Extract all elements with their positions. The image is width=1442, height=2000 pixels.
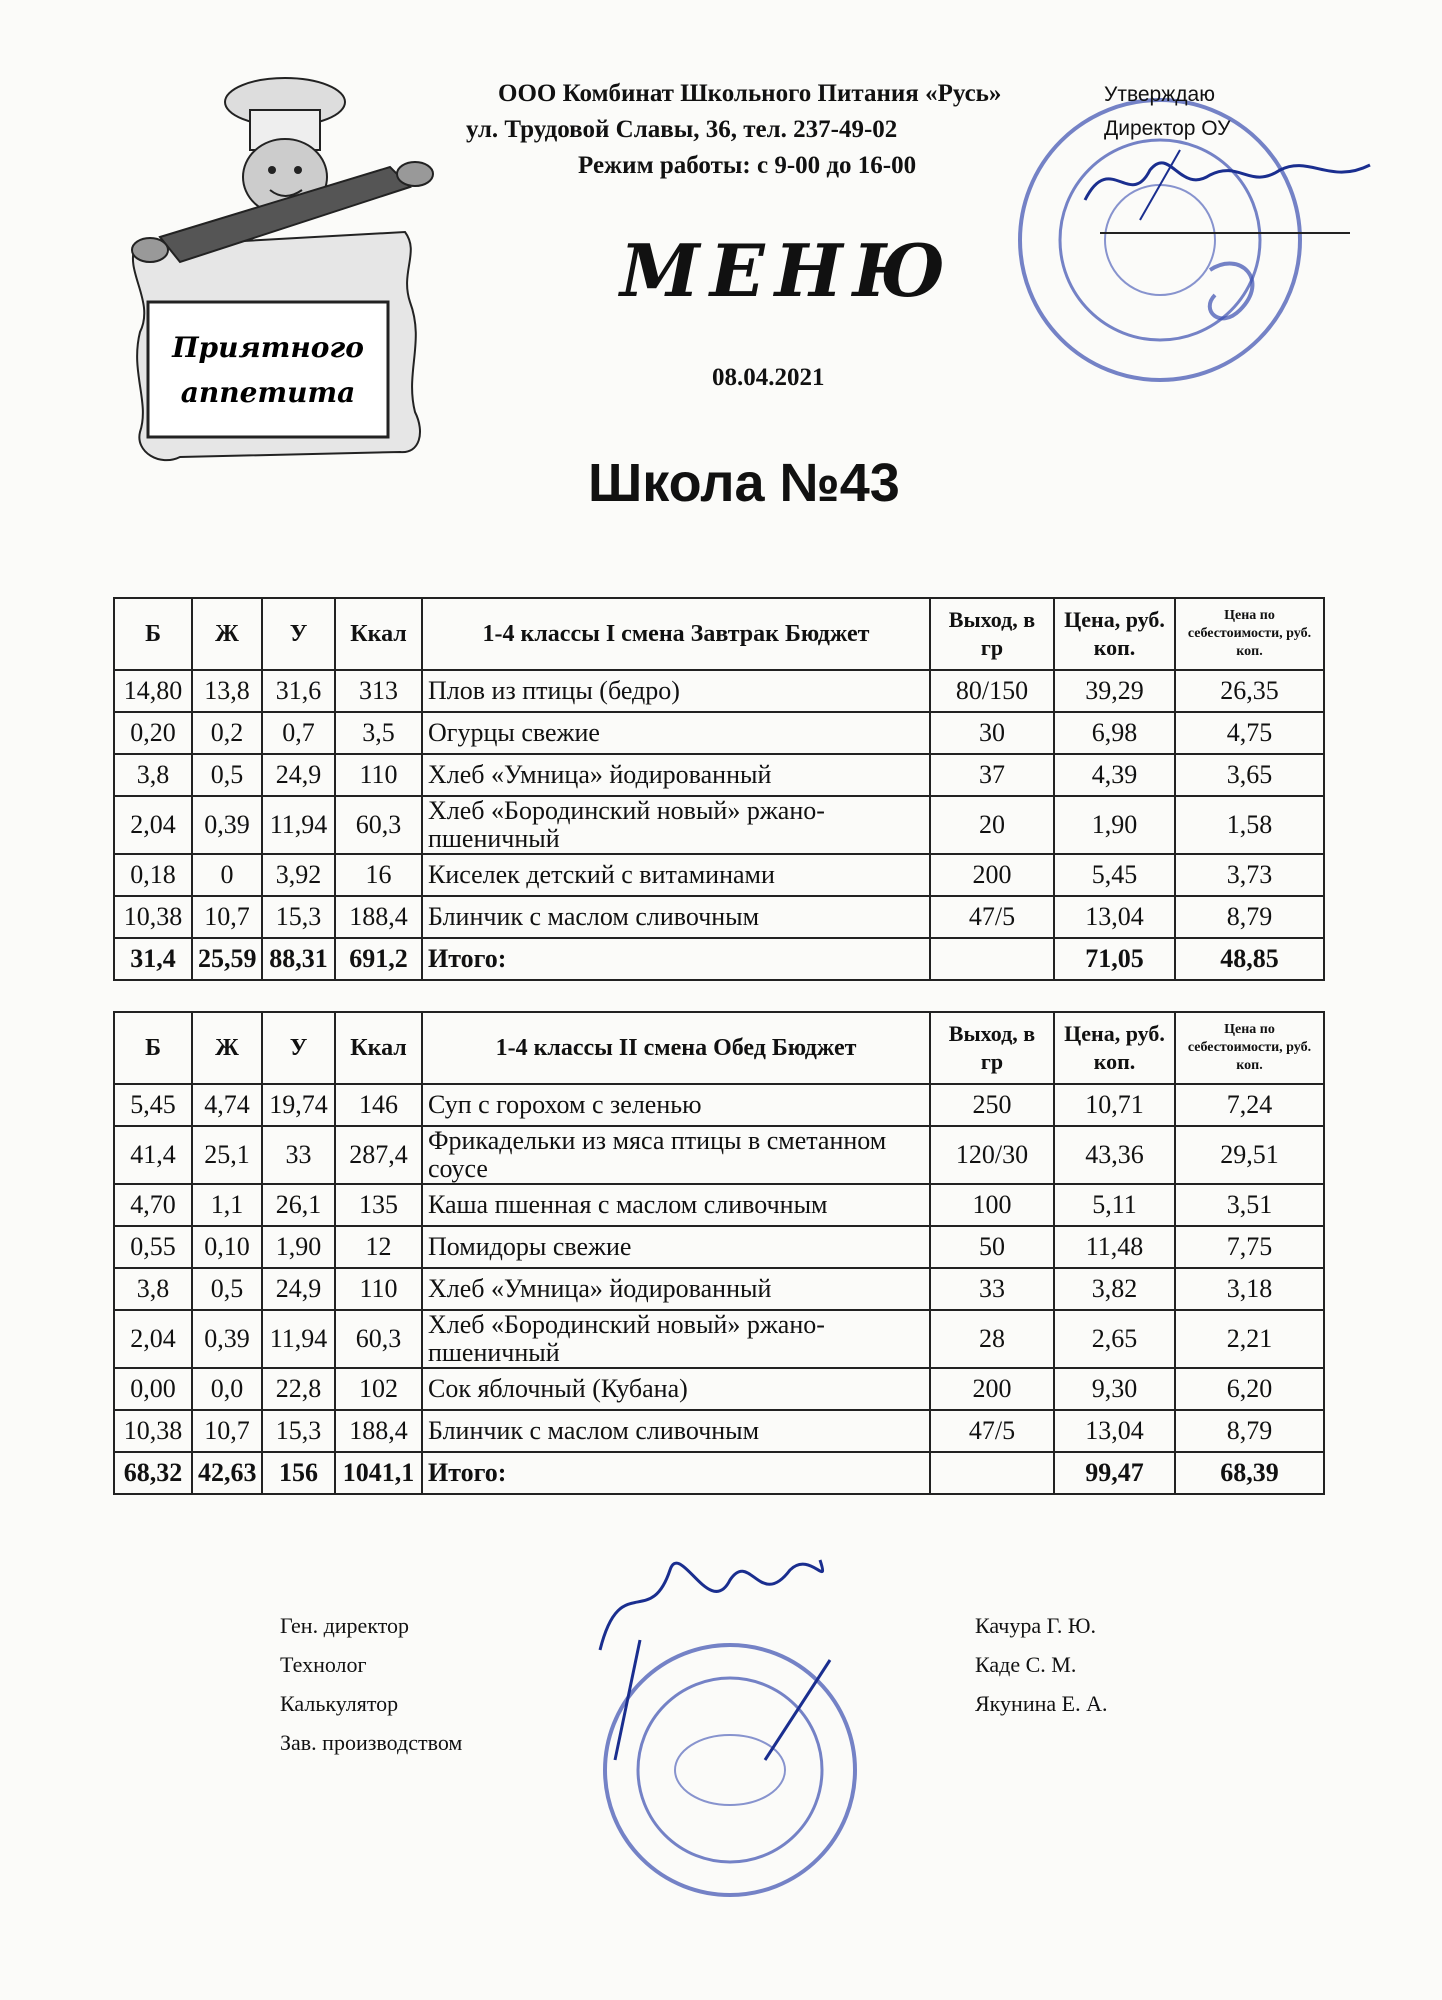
menu-title: МЕНЮ xyxy=(620,228,956,313)
col-zh: Ж xyxy=(192,1012,262,1084)
approve-role: Директор ОУ xyxy=(1104,117,1231,140)
cell-kcal: 12 xyxy=(335,1226,422,1268)
cell-name: Каша пшенная с маслом сливочным xyxy=(422,1184,930,1226)
cell-cost: 26,35 xyxy=(1175,670,1324,712)
lunch-title: 1-4 классы II смена Обед Бюджет xyxy=(422,1012,930,1084)
cell-kcal: 313 xyxy=(335,670,422,712)
cell-u: 11,94 xyxy=(262,796,335,854)
cell-price: 71,05 xyxy=(1054,938,1175,980)
cell-b: 41,4 xyxy=(114,1126,192,1184)
cell-price: 11,48 xyxy=(1054,1226,1175,1268)
cell-kcal: 16 xyxy=(335,854,422,896)
cell-name: Итого: xyxy=(422,1452,930,1494)
cell-b: 2,04 xyxy=(114,1310,192,1368)
approve-sign-line xyxy=(1100,232,1350,234)
cell-b: 10,38 xyxy=(114,1410,192,1452)
cell-price: 1,90 xyxy=(1054,796,1175,854)
chef-logo xyxy=(120,72,440,487)
cell-cost: 3,51 xyxy=(1175,1184,1324,1226)
cell-kcal: 110 xyxy=(335,754,422,796)
cell-price: 3,82 xyxy=(1054,1268,1175,1310)
cell-out: 47/5 xyxy=(930,896,1054,938)
cell-price: 5,11 xyxy=(1054,1184,1175,1226)
cell-kcal: 188,4 xyxy=(335,1410,422,1452)
cell-name: Киселек детский с витаминами xyxy=(422,854,930,896)
col-u: У xyxy=(262,1012,335,1084)
company-name: ООО Комбинат Школьного Питания «Русь» xyxy=(498,80,1002,107)
cell-cost: 8,79 xyxy=(1175,1410,1324,1452)
cell-kcal: 691,2 xyxy=(335,938,422,980)
cell-u: 24,9 xyxy=(262,1268,335,1310)
lunch-row xyxy=(114,1126,1324,1184)
cell-price: 4,39 xyxy=(1054,754,1175,796)
cell-name: Суп с горохом с зеленью xyxy=(422,1084,930,1126)
col-u: У xyxy=(262,598,335,670)
cell-cost: 8,79 xyxy=(1175,896,1324,938)
cell-u: 15,3 xyxy=(262,1410,335,1452)
name-calculator: Якунина Е. А. xyxy=(975,1691,1108,1716)
cell-b: 5,45 xyxy=(114,1084,192,1126)
cell-kcal: 110 xyxy=(335,1268,422,1310)
cell-cost: 4,75 xyxy=(1175,712,1324,754)
cell-zh: 25,1 xyxy=(192,1126,262,1184)
cell-u: 31,6 xyxy=(262,670,335,712)
cell-price: 39,29 xyxy=(1054,670,1175,712)
menu-date: 08.04.2021 xyxy=(712,364,825,391)
breakfast-row xyxy=(114,754,1324,796)
cell-b: 2,04 xyxy=(114,796,192,854)
cell-b: 0,00 xyxy=(114,1368,192,1410)
cell-cost: 3,18 xyxy=(1175,1268,1324,1310)
lunch-row xyxy=(114,1184,1324,1226)
cell-u: 1,90 xyxy=(262,1226,335,1268)
cell-zh: 0,39 xyxy=(192,796,262,854)
cell-b: 0,18 xyxy=(114,854,192,896)
cell-out xyxy=(930,938,1054,980)
cell-name: Сок яблочный (Кубана) xyxy=(422,1368,930,1410)
cell-name: Хлеб «Бородинский новый» ржано-пшеничный xyxy=(422,1310,930,1368)
name-gen-director: Качура Г. Ю. xyxy=(975,1613,1096,1638)
breakfast-row xyxy=(114,896,1324,938)
cell-out: 37 xyxy=(930,754,1054,796)
company-hours: Режим работы: с 9-00 до 16-00 xyxy=(578,152,917,179)
cell-cost: 3,73 xyxy=(1175,854,1324,896)
col-output: Выход, в гр xyxy=(930,1012,1054,1084)
cell-kcal: 135 xyxy=(335,1184,422,1226)
cell-u: 3,92 xyxy=(262,854,335,896)
lunch-header-row xyxy=(114,1012,1324,1084)
cell-name: Помидоры свежие xyxy=(422,1226,930,1268)
cell-name: Блинчик с маслом сливочным xyxy=(422,1410,930,1452)
cell-u: 0,7 xyxy=(262,712,335,754)
cell-b: 3,8 xyxy=(114,754,192,796)
cell-zh: 0,0 xyxy=(192,1368,262,1410)
cell-cost: 6,20 xyxy=(1175,1368,1324,1410)
col-kcal: Ккал xyxy=(335,598,422,670)
cell-out: 80/150 xyxy=(930,670,1054,712)
cell-price: 5,45 xyxy=(1054,854,1175,896)
breakfast-row xyxy=(114,670,1324,712)
cell-kcal: 102 xyxy=(335,1368,422,1410)
company-address: ул. Трудовой Славы, 36, тел. 237-49-02 xyxy=(466,116,898,143)
cell-u: 19,74 xyxy=(262,1084,335,1126)
col-zh: Ж xyxy=(192,598,262,670)
cell-zh: 25,59 xyxy=(192,938,262,980)
school-title: Школа №43 xyxy=(588,453,900,513)
role-gen-director: Ген. директор xyxy=(280,1613,410,1638)
cell-kcal: 287,4 xyxy=(335,1126,422,1184)
col-kcal: Ккал xyxy=(335,1012,422,1084)
cell-name: Блинчик с маслом сливочным xyxy=(422,896,930,938)
cell-b: 31,4 xyxy=(114,938,192,980)
cell-cost: 7,24 xyxy=(1175,1084,1324,1126)
name-technologist: Каде С. М. xyxy=(975,1652,1077,1677)
cell-b: 10,38 xyxy=(114,896,192,938)
cell-b: 68,32 xyxy=(114,1452,192,1494)
cell-name: Хлеб «Умница» йодированный xyxy=(422,754,930,796)
cell-out: 250 xyxy=(930,1084,1054,1126)
cell-cost: 48,85 xyxy=(1175,938,1324,980)
cell-zh: 0,5 xyxy=(192,754,262,796)
cell-out: 30 xyxy=(930,712,1054,754)
cell-zh: 10,7 xyxy=(192,896,262,938)
cell-out: 47/5 xyxy=(930,1410,1054,1452)
cell-out: 50 xyxy=(930,1226,1054,1268)
lunch-row xyxy=(114,1410,1324,1452)
cell-cost: 7,75 xyxy=(1175,1226,1324,1268)
table-gap xyxy=(114,980,1324,1012)
cell-zh: 0,10 xyxy=(192,1226,262,1268)
col-output: Выход, в гр xyxy=(930,598,1054,670)
cell-cost: 68,39 xyxy=(1175,1452,1324,1494)
cell-u: 88,31 xyxy=(262,938,335,980)
cell-out: 120/30 xyxy=(930,1126,1054,1184)
cell-out: 33 xyxy=(930,1268,1054,1310)
cell-kcal: 3,5 xyxy=(335,712,422,754)
col-price: Цена, руб. коп. xyxy=(1054,1012,1175,1084)
cell-price: 99,47 xyxy=(1054,1452,1175,1494)
cell-zh: 42,63 xyxy=(192,1452,262,1494)
menu-table xyxy=(113,597,1325,1495)
cell-b: 0,55 xyxy=(114,1226,192,1268)
col-b: Б xyxy=(114,598,192,670)
cell-name: Огурцы свежие xyxy=(422,712,930,754)
cell-name: Хлеб «Бородинский новый» ржано-пшеничный xyxy=(422,796,930,854)
cell-price: 43,36 xyxy=(1054,1126,1175,1184)
cell-out: 200 xyxy=(930,854,1054,896)
cell-cost: 3,65 xyxy=(1175,754,1324,796)
cell-u: 33 xyxy=(262,1126,335,1184)
company-block xyxy=(430,76,1050,184)
approve-block xyxy=(1104,78,1231,146)
cell-name: Хлеб «Умница» йодированный xyxy=(422,1268,930,1310)
col-price: Цена, руб. коп. xyxy=(1054,598,1175,670)
cell-u: 11,94 xyxy=(262,1310,335,1368)
breakfast-title: 1-4 классы I смена Завтрак Бюджет xyxy=(422,598,930,670)
lunch-row xyxy=(114,1268,1324,1310)
cell-zh: 13,8 xyxy=(192,670,262,712)
cell-name: Итого: xyxy=(422,938,930,980)
cell-zh: 0,39 xyxy=(192,1310,262,1368)
role-calculator: Калькулятор xyxy=(280,1691,399,1716)
director-signature xyxy=(1080,140,1380,235)
cell-u: 156 xyxy=(262,1452,335,1494)
cell-out xyxy=(930,1452,1054,1494)
cell-name: Фрикадельки из мяса птицы в сметанном соусе xyxy=(422,1126,930,1184)
col-cost: Цена по себестоимости, руб. коп. xyxy=(1175,1012,1324,1084)
role-production-head: Зав. производством xyxy=(280,1730,463,1755)
company-stamp xyxy=(580,1530,860,1905)
cell-kcal: 188,4 xyxy=(335,896,422,938)
signature-names xyxy=(975,1606,1107,1723)
cell-zh: 0,2 xyxy=(192,712,262,754)
cell-out: 200 xyxy=(930,1368,1054,1410)
logo-text-1: Приятного xyxy=(172,331,364,364)
cell-kcal: 60,3 xyxy=(335,796,422,854)
cell-kcal: 60,3 xyxy=(335,1310,422,1368)
cell-price: 10,71 xyxy=(1054,1084,1175,1126)
lunch-row xyxy=(114,1084,1324,1126)
cell-u: 15,3 xyxy=(262,896,335,938)
cell-u: 22,8 xyxy=(262,1368,335,1410)
cell-b: 4,70 xyxy=(114,1184,192,1226)
cell-zh: 0 xyxy=(192,854,262,896)
cell-name: Плов из птицы (бедро) xyxy=(422,670,930,712)
lunch-total-row xyxy=(114,1452,1324,1494)
logo-text-2: аппетита xyxy=(180,376,356,409)
cell-price: 9,30 xyxy=(1054,1368,1175,1410)
cell-price: 13,04 xyxy=(1054,896,1175,938)
breakfast-row xyxy=(114,854,1324,896)
cell-b: 3,8 xyxy=(114,1268,192,1310)
cell-zh: 4,74 xyxy=(192,1084,262,1126)
cell-zh: 0,5 xyxy=(192,1268,262,1310)
cell-out: 20 xyxy=(930,796,1054,854)
col-cost: Цена по себестоимости, руб. коп. xyxy=(1175,598,1324,670)
cell-b: 0,20 xyxy=(114,712,192,754)
breakfast-header-row xyxy=(114,598,1324,670)
cell-cost: 1,58 xyxy=(1175,796,1324,854)
lunch-row xyxy=(114,1310,1324,1368)
lunch-row xyxy=(114,1368,1324,1410)
breakfast-row xyxy=(114,712,1324,754)
role-technologist: Технолог xyxy=(280,1652,367,1677)
cell-kcal: 1041,1 xyxy=(335,1452,422,1494)
breakfast-row xyxy=(114,796,1324,854)
cell-cost: 29,51 xyxy=(1175,1126,1324,1184)
cell-b: 14,80 xyxy=(114,670,192,712)
cell-zh: 10,7 xyxy=(192,1410,262,1452)
cell-zh: 1,1 xyxy=(192,1184,262,1226)
cell-out: 100 xyxy=(930,1184,1054,1226)
cell-price: 2,65 xyxy=(1054,1310,1175,1368)
signature-roles xyxy=(280,1606,462,1762)
cell-kcal: 146 xyxy=(335,1084,422,1126)
cell-price: 6,98 xyxy=(1054,712,1175,754)
approve-label: Утверждаю xyxy=(1104,83,1215,106)
cell-cost: 2,21 xyxy=(1175,1310,1324,1368)
cell-price: 13,04 xyxy=(1054,1410,1175,1452)
cell-u: 26,1 xyxy=(262,1184,335,1226)
col-b: Б xyxy=(114,1012,192,1084)
breakfast-total-row xyxy=(114,938,1324,980)
lunch-row xyxy=(114,1226,1324,1268)
cell-out: 28 xyxy=(930,1310,1054,1368)
cell-u: 24,9 xyxy=(262,754,335,796)
